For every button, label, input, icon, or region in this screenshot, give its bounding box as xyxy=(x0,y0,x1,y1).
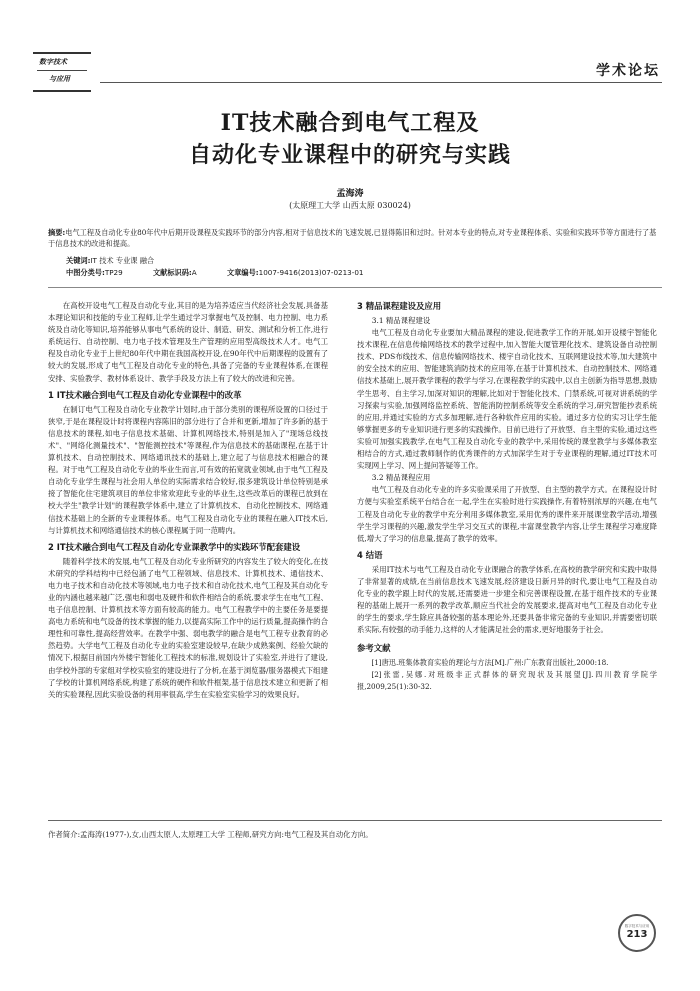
clc-label: 中图分类号: xyxy=(66,268,105,277)
journal-logo-line2: 与应用 xyxy=(49,75,70,83)
classification-row xyxy=(66,267,646,278)
journal-logo xyxy=(33,52,91,92)
articleno-item xyxy=(227,267,363,278)
article-title-line1: IT技术融合到电气工程及 xyxy=(220,110,480,136)
doccode-value: A xyxy=(191,268,197,277)
intro-paragraph: 在高校开设电气工程及自动化专业,其目的是为培养适应当代经济社会发展,具备基本理论知识和技能的专业工程师,让学生通过学习掌握电气及控制、电力控制、电力系统及自动化等知识,培养能够从事电气系统的设计、制造、研发、测试和分析工作,进行系统运行、自动控制、电力电子技术管理及生产管理的应用型高级技术人才。电气工程及自动化专业于上世纪80年代中期在我国高校开设,在90年代中后期课程的设置有了较大的发展,形成了电气工程及自动化专业的特色,具备了完备的专业课程体系,在课程安排、实验教学、教材体系设计、教学手段及方法上有了较大的改进和完善。 xyxy=(48,301,328,383)
section-2-heading: 2 IT技术融合到电气工程及自动化专业课教学中的实践环节配套建设 xyxy=(48,541,301,552)
badge-arc-text: 数字技术与应用 xyxy=(624,923,650,928)
section-1-heading: 1 IT技术融合到电气工程及自动化专业课程中的改革 xyxy=(48,389,242,400)
section-3-heading: 3 精品课程建设及应用 xyxy=(357,301,442,311)
article-title-line2: 自动化专业课程中的研究与实践 xyxy=(188,142,511,168)
header-rule xyxy=(100,82,662,83)
references-heading: 参考文献 xyxy=(357,643,391,654)
reference-item: [1]唐迅.班集体教育实验的理论与方法[M].广州:广东教育出版社,2000:18. xyxy=(371,658,609,668)
keywords-value: IT 技术 专业课 融合 xyxy=(90,256,155,265)
section-2-paragraph: 随着科学技术的发展,电气工程及自动化专业所研究的内容发生了较大的变化,在技术研究的学科结构中已经包涵了电气工程领域、信息技术、计算机技术、通信技术、电力电子技术和自动化技术等领域,电力电子技术和自动化技术,电气工程及其自动化专业的内涵也越来越广泛,强电和弱电及硬件和软件相结合的系统,要求学生在电气工程、电子信息控制、计算机技术等方面有较高的能力。电气工程教学中的主要任务是要提高电力系统和电气设备的技术掌握的能力,以提高实际工作中的运行质量,提高操作的合理性和可靠性,提高经营效率。在教学中强、弱电教学的融合是电气工程专业教育的必然趋势。大学电气工程及自动化专业的实验室建设较早,在缺少成熟案例、经验欠缺的情况下,根据目前国内外楼宇智能化工程技术的标准,规划设计了实验室,并进行了建设,由学校外部的专家组对学校实验室的建设进行了分析,在基于浏览器/服务器模式下组建了学校的计算机网络系统,构建了系统的硬件和软件框架,基于信息技术建立和更新了相关的实验课程,因此实验设备的利用率很高,学生在实验室实验学习的效果良好。 xyxy=(48,556,328,699)
doccode-item xyxy=(153,267,197,278)
section-3-1-heading: 3.1 精品课程建设 xyxy=(371,316,431,325)
page-number: 213 xyxy=(626,928,648,940)
articleno-label: 文章编号: xyxy=(227,268,259,277)
abstract-divider xyxy=(48,287,662,288)
section-3-1-paragraph: 电气工程及自动化专业要加大精品课程的建设,促进教学工作的开展,如开设楼宇智能化技术课程,在信息传输网络技术的教学过程中,加入智能大厦管理化技术、建筑设备自动控制技术、PDS布线技术、信息传输网络技术、楼宇自动化技术、互联网建设技术等,加大建筑中的安全技术的应用、智能建筑消防技术的应用等,在基于计算机技术、自动控制技术、网络通信技术基础上,展开教学课程的教学与学习,在课程教学的实践中,以自主创新为指导思想,鼓励学生思考、自主学习,加深对知识的理解,比如对于智能化技术、门禁系统,可视对讲系统的学习探索与实验,加强网络监控系统、智能消防控制系统等安全系统的学习,研究智能抄表系统的应用,并通过实验的方式多加理解,进行各种软件应用的实验。通过多方位的实习让学生能够掌握更多的专业知识进行更多的实践操作。目前已进行了开放型、自主型的实验,通过这些实验可加强实践教学,在电气工程及自动化专业的教学中,采用传统的课堂教学与多媒体教室相结合的方式,通过教师制作的优秀课件的方式加深学生对于专业课程的理解,通过IT技术可实现网上学习、网上提问答疑等工作。 xyxy=(357,328,657,471)
reference-item: [2]张雷,吴娜.对班级非正式群体的研究现状及其展望[J].四川教育学院学报,2009,25(1):30-32. xyxy=(357,670,657,692)
keywords-label: 关键词: xyxy=(66,256,91,265)
author-name: 孟海涛 xyxy=(336,189,364,199)
right-column xyxy=(357,300,657,693)
doccode-label: 文献标识码: xyxy=(152,268,192,277)
clc-value: TP29 xyxy=(104,268,123,277)
section-1-paragraph: 在制订电气工程及自动化专业教学计划时,由于部分类别的课程所设置的口径过于狭窄,于是在课程设计时将课程内容陈旧的部分进行了合并和更新,增加了许多新的基于信息技术的课程,如电子信息技术基础、计算机网络技术,特别是加入了"现场总线技术"、"网络化测量技术"、"智能测控技术"等课程,作为信息技术的基础课程,在基于计算机技术、自动控制技术、网络通讯技术的基础上,建立起了与信息技术相融合的课程。对于电气工程及自动化专业的毕业生而言,可有效的拓宽就业领域,由于电气工程及自动化专业学生课程与社会用人单位的实际需求结合较好,很多建筑设计单位特别是承接了智能化住宅建筑项目的单位非常欢迎此专业的毕业生,这些改革后的课程已放到在校大学生"教学计划"的课程教学体系中,建立了计算机技术、自动化控制技术、网络通信技术基础上的全新的专业课程体系。电气工程及自动化专业的课程在融入IT技术后,与计算机技术和网络通信技术的核心课程属于同一范畴内。 xyxy=(48,404,328,535)
left-column xyxy=(48,300,328,701)
abstract-label: 摘要: xyxy=(48,228,66,237)
abstract-text: 电气工程及自动化专业80年代中后期开设课程及实践环节的部分内容,相对于信息技术的飞速发展,已显得陈旧和过时。针对本专业的特点,对专业课程体系、实验和实践环节等方面进行了基于信息技术的改进和提高。 xyxy=(48,228,657,248)
section-3-2-heading: 3.2 精品课程应用 xyxy=(371,473,431,483)
clc-item xyxy=(66,267,123,278)
abstract xyxy=(48,227,660,249)
author-affiliation: (太原理工大学 山西太原 030024) xyxy=(289,201,411,210)
author-bio: 作者简介:孟海涛(1977-),女,山西太原人,太原理工大学 工程师,研究方向:电气工程及其自动化方向。 xyxy=(48,830,373,839)
references xyxy=(357,642,657,693)
footer-rule xyxy=(48,820,662,821)
page-number-badge xyxy=(618,914,656,952)
section-label: 学术论坛 xyxy=(596,63,660,79)
logo-divider xyxy=(37,70,87,71)
journal-logo-line1: 数字技术 xyxy=(39,58,67,66)
keywords-line xyxy=(66,255,154,266)
section-4-paragraph: 采用IT技术与电气工程及自动化专业课融合的教学体系,在高校的教学研究和实践中取得了非常显著的成绩,在当前信息技术飞速发展,经济建设日新月异的时代,要让电气工程及自动化专业的教学跟上时代的发展,还需要进一步建全和完善课程设置,在基于组件技术的专业课程的基础上展开一系列的教学改革,顺应当代社会的发展要求,提高对电气工程及自动化专业的学生的要求,学生除应具备较强的基本理论外,还要具备非常完备的专业知识,并需要密切联系实际,有较强的动手能力,这样的人才能满足社会的需求,更好地服务于社会。 xyxy=(357,564,657,635)
section-3-2-paragraph: 电气工程及自动化专业的许多实验课采用了开放型、自主型的教学方式。在课程设计时方便与实验室系统平台结合在一起,学生在实验时进行实践操作,有着特别浓厚的兴趣,在电气工程及自动化专业的教学中充分利用多媒体教室,采用优秀的课件来开展课堂教学活动,增强学生学习课程的兴趣,激发学生学习交互式的课程,丰富课堂教学内容,让学生课程学习难度降低,增大了学习的信息量,提高了教学的效率。 xyxy=(357,485,657,543)
section-4-heading: 4 结语 xyxy=(357,549,383,560)
articleno-value: 1007-9416(2013)07-0213-01 xyxy=(258,268,364,277)
